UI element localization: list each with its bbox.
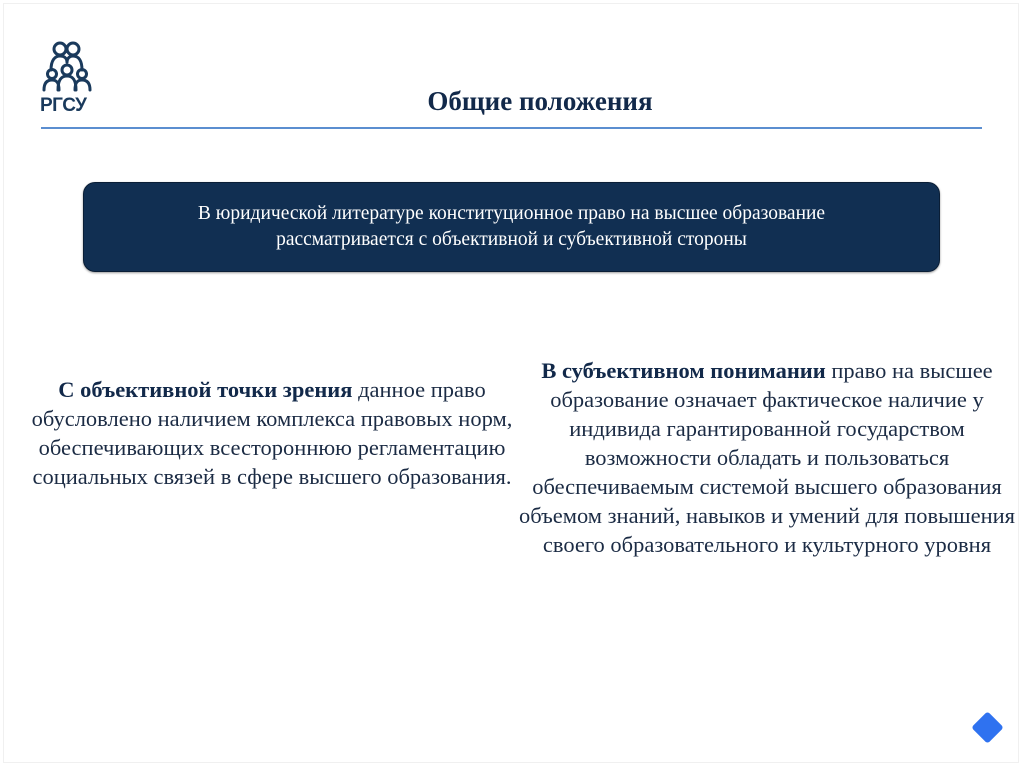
banner-line-2: рассматривается с объективной и субъективной стороны xyxy=(276,229,747,250)
subjective-view-heading: В субъективном понимании xyxy=(541,358,826,383)
objective-view-heading: С объективной точки зрения xyxy=(58,377,353,402)
objective-view-text xyxy=(22,375,522,491)
logo xyxy=(40,40,96,122)
objective-view-body: данное право обусловлено наличием комплекса правовых норм, обеспечивающих всестороннюю регламентацию социальных связей в сфере высшего образования. xyxy=(31,377,513,489)
title-divider xyxy=(41,127,982,129)
logo-text: РГСУ xyxy=(40,95,87,116)
banner-line-1: В юридической литературе конституционное право на высшее образование xyxy=(197,203,826,224)
subjective-view-body: право на высшее образование означает фактическое наличие у индивида гарантированной государством возможности обладать и пользоваться обеспечиваемым системой высшего образования объемом знаний, навыков и умений для повышения своего образовательного и культурного уровня xyxy=(518,358,1016,557)
subjective-view-text xyxy=(512,356,1022,559)
intro-banner xyxy=(83,182,940,272)
page-title: Общие положения xyxy=(427,86,653,116)
people-group-icon xyxy=(40,40,96,92)
banner-text xyxy=(198,201,825,253)
